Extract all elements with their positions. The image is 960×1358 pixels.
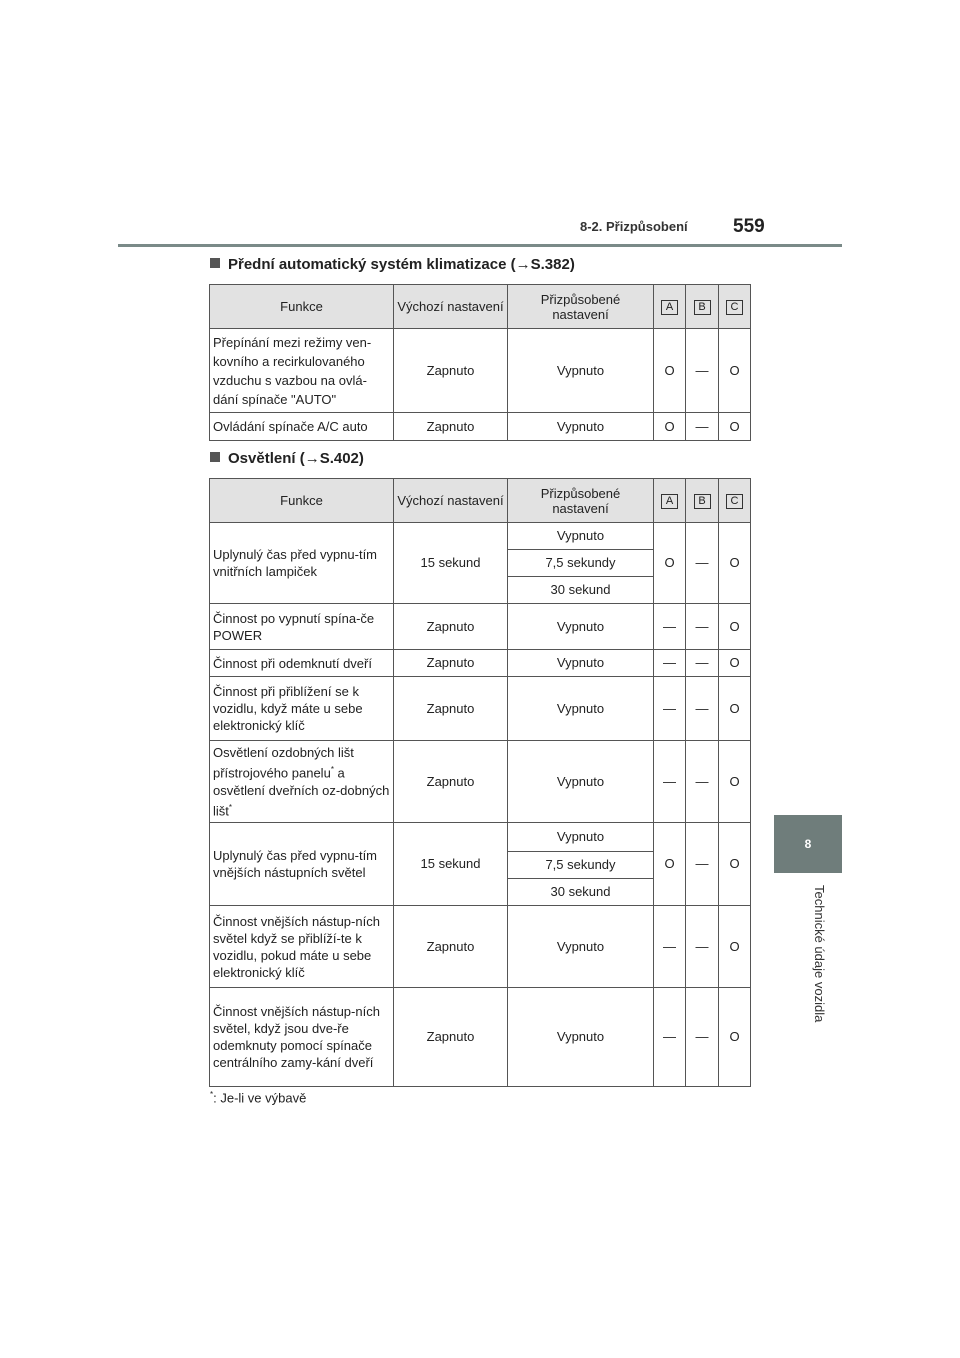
col-b — [686, 479, 719, 523]
cell-function: Činnost po vypnutí spína-če POWER — [210, 604, 394, 650]
cell-function: Přepínání mezi režimy ven-kovního a recirkulovaného vzduchu s vazbou na ovlá-dání spínače "AUTO" — [210, 329, 394, 413]
cell-a: — — [654, 741, 686, 823]
col-a — [654, 285, 686, 329]
cell-a: — — [654, 988, 686, 1087]
section-title-climate — [210, 256, 575, 273]
cell-custom: Vypnuto — [508, 741, 654, 823]
cell-b: — — [686, 741, 719, 823]
cell-a: — — [654, 604, 686, 650]
cell-c: O — [719, 650, 751, 677]
cell-custom: Vypnuto — [508, 650, 654, 677]
table-row — [210, 677, 751, 741]
col-c — [719, 285, 751, 329]
box-a-icon: A — [661, 300, 678, 315]
col-default: Výchozí nastavení — [394, 285, 508, 329]
cell-custom: Vypnuto — [508, 523, 654, 550]
chapter-title: Technické údaje vozidla — [812, 885, 827, 1023]
table-row — [210, 906, 751, 988]
table-header-row — [210, 285, 751, 329]
asterisk: * — [228, 802, 233, 812]
table-row — [210, 988, 751, 1087]
cell-default: Zapnuto — [394, 988, 508, 1087]
footnote-text: : Je-li ve výbavě — [213, 1090, 307, 1106]
cell-custom: Vypnuto — [508, 823, 654, 852]
box-c-icon: C — [726, 300, 743, 315]
chapter-number: 8 — [804, 837, 812, 851]
cell-custom: Vypnuto — [508, 906, 654, 988]
climate-settings-table — [209, 284, 751, 441]
cell-function: Činnost při odemknutí dveří — [210, 650, 394, 677]
cell-c: O — [719, 741, 751, 823]
cell-c: O — [719, 906, 751, 988]
table-row — [210, 523, 751, 550]
asterisk: * — [330, 765, 334, 775]
cell-a: — — [654, 650, 686, 677]
col-function: Funkce — [210, 479, 394, 523]
box-c-icon: C — [726, 494, 743, 509]
cell-function: Činnost vnějších nástup-ních světel, když jsou dve-ře odemknuty pomocí spínače centrálního zamy-kání dveří — [210, 988, 394, 1087]
box-b-icon: B — [694, 300, 711, 315]
cell-b: — — [686, 413, 719, 441]
cell-c: O — [719, 523, 751, 604]
chapter-tab — [774, 815, 842, 873]
lighting-settings-table — [209, 478, 751, 1087]
section-title-text: Přední automatický systém klimatizace (→S.382) — [228, 256, 575, 273]
cell-c: O — [719, 329, 751, 413]
cell-default: Zapnuto — [394, 413, 508, 441]
cell-c: O — [719, 604, 751, 650]
col-b — [686, 285, 719, 329]
table-row — [210, 823, 751, 852]
cell-a: O — [654, 413, 686, 441]
cell-default: Zapnuto — [394, 677, 508, 741]
cell-a: O — [654, 523, 686, 604]
bullet-square-icon — [210, 452, 220, 462]
cell-default: 15 sekund — [394, 523, 508, 604]
cell-c: O — [719, 413, 751, 441]
col-function: Funkce — [210, 285, 394, 329]
table-row — [210, 650, 751, 677]
cell-b: — — [686, 523, 719, 604]
cell-custom: 30 sekund — [508, 879, 654, 906]
bullet-square-icon — [210, 258, 220, 268]
cell-default: 15 sekund — [394, 823, 508, 906]
footnote-mark: * — [210, 1090, 214, 1099]
cell-b: — — [686, 650, 719, 677]
cell-b: — — [686, 906, 719, 988]
cell-c: O — [719, 677, 751, 741]
cell-function: Činnost vnějších nástup-ních světel když se přiblíží-te k vozidlu, pokud máte u sebe elektronický klíč — [210, 906, 394, 988]
col-custom: Přizpůsobené nastavení — [508, 285, 654, 329]
col-c — [719, 479, 751, 523]
cell-a: O — [654, 823, 686, 906]
cell-custom: 7,5 sekundy — [508, 852, 654, 879]
cell-custom: 30 sekund — [508, 577, 654, 604]
cell-custom: Vypnuto — [508, 604, 654, 650]
header-rule — [118, 244, 842, 247]
cell-default: Zapnuto — [394, 329, 508, 413]
col-a — [654, 479, 686, 523]
cell-default: Zapnuto — [394, 604, 508, 650]
cell-custom: Vypnuto — [508, 988, 654, 1087]
table-row — [210, 329, 751, 413]
cell-c: O — [719, 988, 751, 1087]
cell-function — [210, 741, 394, 823]
cell-custom: Vypnuto — [508, 413, 654, 441]
cell-default: Zapnuto — [394, 650, 508, 677]
table-header-row — [210, 479, 751, 523]
cell-b: — — [686, 329, 719, 413]
cell-default: Zapnuto — [394, 906, 508, 988]
table-row — [210, 413, 751, 441]
cell-b: — — [686, 823, 719, 906]
cell-a: — — [654, 677, 686, 741]
cell-b: — — [686, 988, 719, 1087]
section-title-text: Osvětlení (→S.402) — [228, 450, 364, 467]
cell-function: Ovládání spínače A/C auto — [210, 413, 394, 441]
table-row — [210, 741, 751, 823]
col-default: Výchozí nastavení — [394, 479, 508, 523]
cell-function: Uplynulý čas před vypnu-tím vnějších nástupních světel — [210, 823, 394, 906]
section-heading: 8-2. Přizpůsobení — [580, 219, 688, 234]
col-custom: Přizpůsobené nastavení — [508, 479, 654, 523]
cell-function: Uplynulý čas před vypnu-tím vnitřních lampiček — [210, 523, 394, 604]
cell-c: O — [719, 823, 751, 906]
cell-custom: Vypnuto — [508, 677, 654, 741]
text-part: Osvětlení ozdobných lišt přístrojového panelu — [213, 745, 354, 781]
page-number: 559 — [733, 216, 765, 237]
cell-custom: Vypnuto — [508, 329, 654, 413]
text-part: a osvětlení dveřních oz-dobných lišt — [213, 765, 390, 818]
cell-default: Zapnuto — [394, 741, 508, 823]
box-a-icon: A — [661, 494, 678, 509]
cell-a: O — [654, 329, 686, 413]
cell-custom: 7,5 sekundy — [508, 550, 654, 577]
footnote — [210, 1090, 306, 1105]
cell-function: Činnost při přiblížení se k vozidlu, když máte u sebe elektronický klíč — [210, 677, 394, 741]
table-row — [210, 604, 751, 650]
section-title-lighting — [210, 450, 364, 467]
box-b-icon: B — [694, 494, 711, 509]
cell-b: — — [686, 677, 719, 741]
cell-b: — — [686, 604, 719, 650]
cell-a: — — [654, 906, 686, 988]
